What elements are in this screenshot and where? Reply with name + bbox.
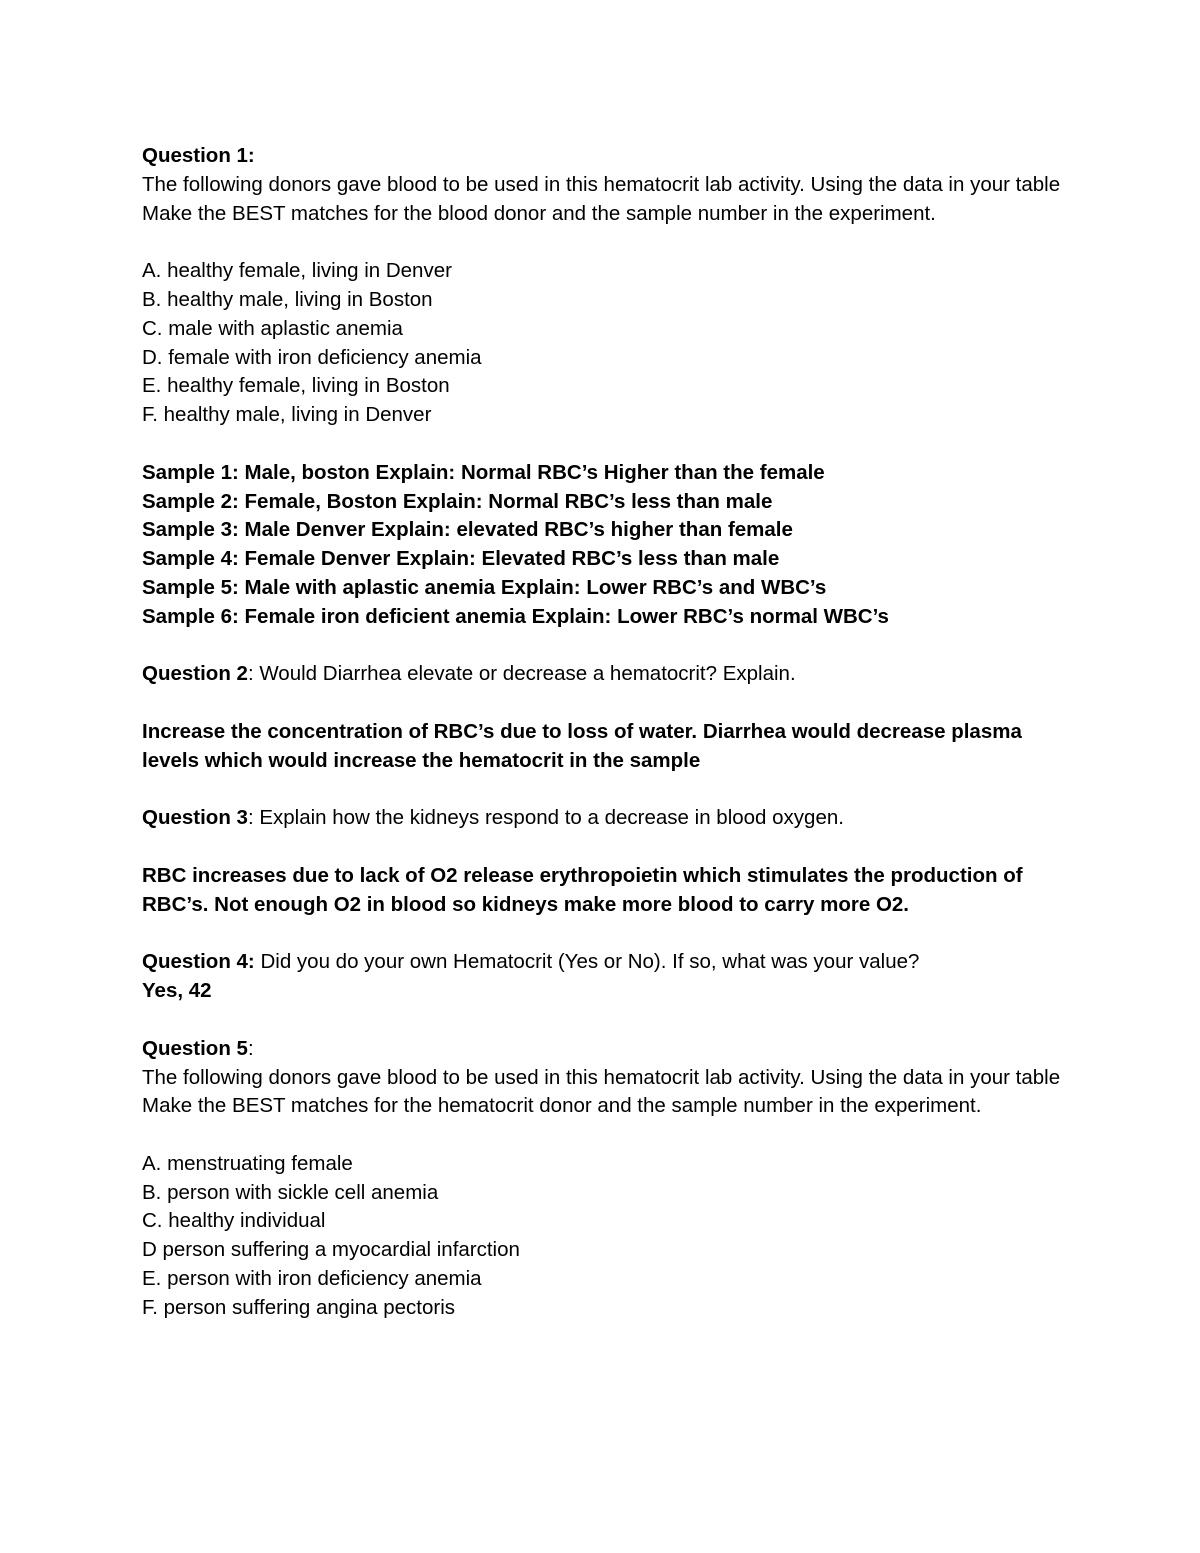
q1-sample-1: Sample 1: Male, boston Explain: Normal RBC’s Higher than the female	[142, 460, 825, 484]
q1-sample-5: Sample 5: Male with aplastic anemia Explain: Lower RBC’s and WBC’s	[142, 575, 827, 599]
q3-question: : Explain how the kidneys respond to a decrease in blood oxygen.	[247, 806, 844, 830]
q1-option-c: C. male with aplastic anemia	[142, 316, 403, 340]
q4-question: Did you do your own Hematocrit (Yes or No). If so, what was your value?	[254, 950, 920, 974]
q5-option-a: A. menstruating female	[142, 1151, 353, 1175]
q1-option-e: E. healthy female, living in Boston	[142, 374, 450, 398]
q1-sample-4: Sample 4: Female Denver Explain: Elevated RBC’s less than male	[142, 547, 780, 571]
q5-heading: Question 5	[142, 1036, 248, 1060]
q2-question: : Would Diarrhea elevate or decrease a hematocrit? Explain.	[247, 662, 796, 686]
q1-option-f: F. healthy male, living in Denver	[142, 403, 432, 427]
q2-answer-line-2: levels which would increase the hematocrit in the sample	[142, 748, 701, 772]
q3-heading: Question 3	[142, 806, 248, 830]
q5-heading-colon: :	[247, 1036, 254, 1060]
q5-intro: The following donors gave blood to be used in this hematocrit lab activity. Using the data in your table	[142, 1065, 1061, 1089]
q1-sample-6: Sample 6: Female iron deficient anemia Explain: Lower RBC’s normal WBC’s	[142, 604, 889, 628]
q5-instruction: Make the BEST matches for the hematocrit donor and the sample number in the experiment.	[142, 1094, 982, 1118]
q1-sample-3: Sample 3: Male Denver Explain: elevated RBC’s higher than female	[142, 518, 793, 542]
q5-option-c: C. healthy individual	[142, 1209, 326, 1233]
q3-answer-line-1: RBC increases due to lack of O2 release erythropoietin which stimulates the production of	[142, 863, 1023, 887]
q1-instruction: Make the BEST matches for the blood donor and the sample number in the experiment.	[142, 201, 936, 225]
q2-heading: Question 2	[142, 662, 248, 686]
q4-answer: Yes, 42	[142, 979, 212, 1003]
q1-option-a: A. healthy female, living in Denver	[142, 259, 452, 283]
q1-option-b: B. healthy male, living in Boston	[142, 287, 433, 311]
q1-option-d: D. female with iron deficiency anemia	[142, 345, 482, 369]
q2-prompt	[142, 660, 1082, 689]
q1-heading: Question 1:	[142, 144, 255, 167]
q3-answer-line-2: RBC’s. Not enough O2 in blood so kidneys make more blood to carry more O2.	[142, 892, 909, 916]
q2-answer-line-1: Increase the concentration of RBC’s due to loss of water. Diarrhea would decrease plasma	[142, 719, 1022, 743]
q4-prompt	[142, 948, 1082, 977]
q5-heading-line	[142, 1035, 1082, 1064]
document-page	[142, 142, 1082, 1323]
q5-option-e: E. person with iron deficiency anemia	[142, 1267, 482, 1291]
q4-heading: Question 4:	[142, 950, 255, 974]
q3-prompt	[142, 804, 1082, 833]
q5-option-d: D person suffering a myocardial infarction	[142, 1238, 520, 1262]
q5-option-b: B. person with sickle cell anemia	[142, 1180, 439, 1204]
q1-sample-2: Sample 2: Female, Boston Explain: Normal RBC’s less than male	[142, 489, 773, 513]
q5-option-f: F. person suffering angina pectoris	[142, 1295, 456, 1319]
q1-intro: The following donors gave blood to be used in this hematocrit lab activity. Using the data in your table	[142, 172, 1061, 196]
